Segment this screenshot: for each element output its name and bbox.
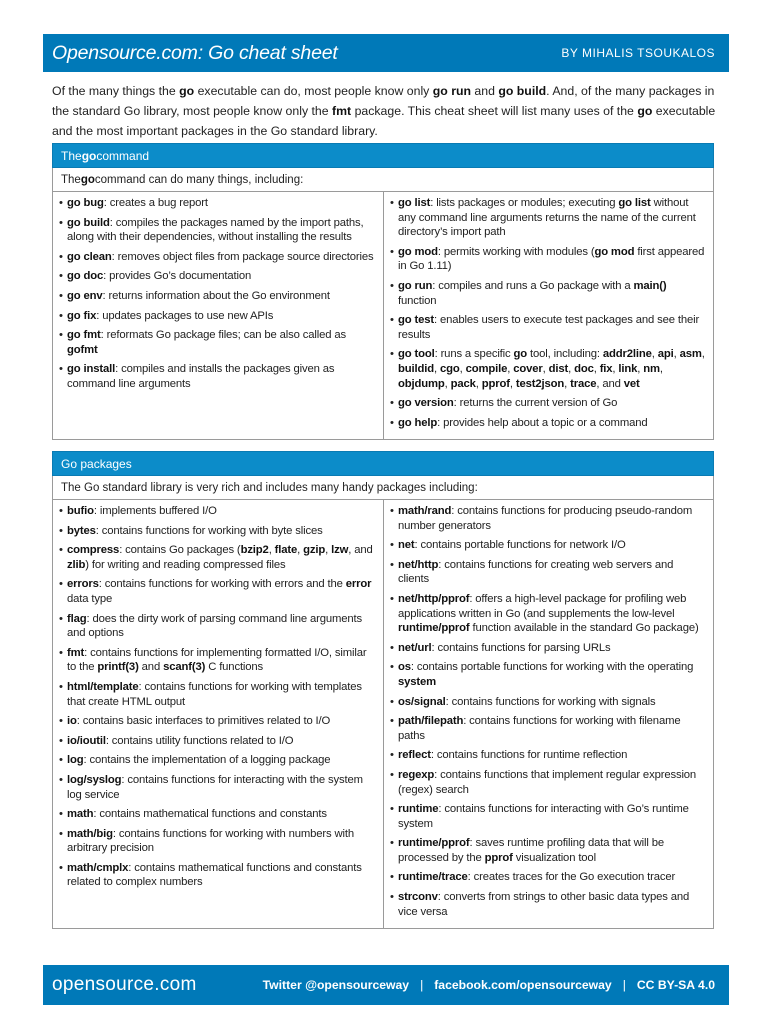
bold-term: go build bbox=[67, 216, 110, 229]
list-item: • go fmt: reformats Go package files; can be also called as gofmt bbox=[59, 328, 377, 357]
go-command-columns bbox=[52, 192, 714, 440]
bold-term: strconv bbox=[398, 891, 438, 904]
list-item: • math: contains mathematical functions and constants bbox=[59, 807, 377, 822]
bold-term: math/cmplx bbox=[67, 861, 129, 874]
go-command-right-column bbox=[383, 192, 713, 439]
list-item: • net/http: contains functions for creating web servers and clients bbox=[390, 558, 707, 587]
bold-term: go version bbox=[398, 397, 454, 410]
list-item: • go list: lists packages or modules; executing go list without any command line arguments returns the name of the current directory’s import path bbox=[390, 196, 707, 240]
bold-term: log/syslog bbox=[67, 773, 122, 786]
bold-term: runtime bbox=[398, 803, 439, 816]
bold-term: io/ioutil bbox=[67, 734, 106, 747]
bold-term: go fmt bbox=[67, 329, 101, 342]
bold-term: bzip2 bbox=[240, 544, 269, 557]
bold-term: cgo bbox=[439, 362, 460, 375]
page-title: Opensource.com: Go cheat sheet bbox=[52, 41, 338, 64]
go-command-left-column bbox=[53, 192, 383, 439]
go-packages-section-title: Go packages bbox=[52, 451, 714, 476]
bold-term: go mod bbox=[594, 245, 635, 258]
bold-term: dist bbox=[548, 362, 569, 375]
page-footer bbox=[43, 965, 729, 1005]
bold-term: trace bbox=[570, 377, 597, 390]
list-item: • go build: compiles the packages named by the import paths, along with their dependencies, without installing the results bbox=[59, 216, 377, 245]
list-item: • html/template: contains functions for working with templates that create HTML output bbox=[59, 680, 377, 709]
bold-term: test2json bbox=[515, 377, 565, 390]
bold-term: asm bbox=[679, 348, 702, 361]
list-item: • strconv: converts from strings to other basic data types and vice versa bbox=[390, 890, 707, 919]
list-item: • os: contains portable functions for working with the operating system bbox=[390, 660, 707, 689]
bold-term: nm bbox=[643, 362, 660, 375]
footer-brand: opensource.com bbox=[52, 974, 197, 995]
bold-term: compress bbox=[67, 544, 120, 557]
list-item: • go fix: updates packages to use new APIs bbox=[59, 309, 377, 324]
bold-term: go build bbox=[498, 84, 547, 98]
list-item: • bytes: contains functions for working with byte slices bbox=[59, 524, 377, 539]
bold-term: gzip bbox=[303, 544, 326, 557]
bold-term: compile bbox=[465, 362, 508, 375]
list-item: • path/filepath: contains functions for working with filename paths bbox=[390, 714, 707, 743]
page-header bbox=[43, 34, 729, 72]
list-item: • go bug: creates a bug report bbox=[59, 196, 377, 211]
bold-term: net/http bbox=[398, 558, 439, 571]
bold-term: flate bbox=[274, 544, 298, 557]
list-item: • go help: provides help about a topic or a command bbox=[390, 416, 707, 431]
list-item: • runtime/pprof: saves runtime profiling data that will be processed by the pprof visualization tool bbox=[390, 836, 707, 865]
list-item: • runtime: contains functions for interacting with Go’s runtime system bbox=[390, 802, 707, 831]
bold-term: lzw bbox=[331, 544, 349, 557]
list-item: • net/http/pprof: offers a high-level package for profiling web applications written in Go (and supplements the low-level runtime/pprof function available in the standard Go package) bbox=[390, 592, 707, 636]
go-packages-section-subtitle: The Go standard library is very rich and includes many handy packages including: bbox=[52, 476, 714, 500]
bold-term: go test bbox=[398, 314, 434, 327]
bold-term: go bbox=[81, 148, 97, 163]
list-item: • log: contains the implementation of a logging package bbox=[59, 753, 377, 768]
bold-term: go bug bbox=[67, 197, 104, 209]
list-item: • errors: contains functions for working with errors and the error data type bbox=[59, 577, 377, 606]
bold-term: go list bbox=[618, 197, 651, 209]
list-item: • regexp: contains functions that implement regular expression (regex) search bbox=[390, 768, 707, 797]
bold-term: objdump bbox=[398, 377, 445, 390]
list-item: • math/cmplx: contains mathematical functions and constants related to complex numbers bbox=[59, 861, 377, 890]
list-item: • go doc: provides Go’s documentation bbox=[59, 269, 377, 284]
go-command-section bbox=[52, 143, 714, 440]
bold-term: go mod bbox=[398, 245, 438, 258]
bold-term: printf(3) bbox=[97, 661, 139, 674]
bold-term: os/signal bbox=[398, 695, 446, 708]
footer-separator: | bbox=[420, 978, 424, 992]
go-packages-left-column bbox=[53, 500, 383, 928]
bold-term: path/filepath bbox=[398, 715, 464, 728]
bold-term: go install bbox=[67, 363, 116, 376]
bold-term: reflect bbox=[398, 749, 431, 762]
bold-term: fmt bbox=[332, 104, 352, 118]
bold-term: api bbox=[657, 348, 674, 361]
bold-term: fmt bbox=[67, 646, 85, 659]
list-item: • go env: returns information about the Go environment bbox=[59, 289, 377, 304]
footer-separator: | bbox=[622, 978, 626, 992]
bold-term: scanf(3) bbox=[163, 661, 206, 674]
bold-term: runtime/pprof bbox=[398, 837, 470, 850]
footer-twitter: Twitter @opensourceway bbox=[262, 978, 410, 992]
bold-term: go tool bbox=[398, 348, 435, 361]
bold-term: math/big bbox=[67, 827, 113, 840]
bold-term: pprof bbox=[481, 377, 510, 390]
bold-term: go run bbox=[398, 279, 433, 292]
bold-term: vet bbox=[623, 377, 640, 390]
footer-links bbox=[263, 978, 715, 992]
bold-term: errors bbox=[67, 578, 99, 591]
bold-term: runtime/pprof bbox=[398, 622, 470, 635]
bold-term: bytes bbox=[67, 524, 96, 537]
list-item: • go run: compiles and runs a Go package with a main() function bbox=[390, 279, 707, 308]
list-item: • go version: returns the current version of Go bbox=[390, 396, 707, 411]
bold-term: go help bbox=[398, 416, 438, 429]
bold-term: go bbox=[80, 173, 95, 186]
bold-term: log bbox=[67, 754, 84, 767]
go-packages-section bbox=[52, 451, 714, 929]
list-item: • reflect: contains functions for runtime reflection bbox=[390, 748, 707, 763]
footer-license: CC BY-SA 4.0 bbox=[636, 978, 715, 992]
bold-term: runtime/trace bbox=[398, 871, 468, 884]
bold-term: net/http/pprof bbox=[398, 592, 470, 605]
bold-term: os bbox=[398, 661, 411, 674]
bold-term: regexp bbox=[398, 768, 435, 781]
bold-term: main() bbox=[633, 279, 667, 292]
bold-term: fix bbox=[599, 362, 613, 375]
bold-term: go run bbox=[432, 84, 471, 98]
list-item: • go tool: runs a specific go tool, including: addr2line, api, asm, buildid, cgo, compile, cover, dist, doc, fix, link, nm, objdump, pack, pprof, test2json, trace, and vet bbox=[390, 347, 707, 391]
go-packages-columns bbox=[52, 500, 714, 929]
bold-term: pack bbox=[450, 377, 476, 390]
list-item: • io/ioutil: contains utility functions related to I/O bbox=[59, 734, 377, 749]
bold-term: go doc bbox=[67, 270, 104, 283]
bold-term: link bbox=[618, 362, 638, 375]
bold-term: go clean bbox=[67, 250, 112, 263]
bold-term: go env bbox=[67, 289, 103, 302]
bold-term: addr2line bbox=[602, 348, 652, 361]
bold-term: error bbox=[345, 578, 372, 591]
list-item: • math/rand: contains functions for producing pseudo-random number generators bbox=[390, 504, 707, 533]
go-packages-right-column bbox=[383, 500, 713, 928]
list-item: • os/signal: contains functions for working with signals bbox=[390, 695, 707, 710]
list-item: • log/syslog: contains functions for interacting with the system log service bbox=[59, 773, 377, 802]
list-item: • go install: compiles and installs the packages given as command line arguments bbox=[59, 362, 377, 391]
bold-term: bufio bbox=[67, 505, 94, 517]
bold-term: flag bbox=[67, 612, 87, 625]
list-item: • math/big: contains functions for working with numbers with arbitrary precision bbox=[59, 827, 377, 856]
go-command-section-subtitle: The go command can do many things, including: bbox=[52, 168, 714, 192]
bold-term: io bbox=[67, 715, 77, 728]
bold-term: html/template bbox=[67, 680, 139, 693]
bold-term: gofmt bbox=[67, 343, 98, 356]
bold-term: net/url bbox=[398, 641, 432, 654]
bold-term: go fix bbox=[67, 309, 97, 322]
list-item: • go clean: removes object files from package source directories bbox=[59, 250, 377, 265]
bold-term: net bbox=[398, 539, 415, 552]
list-item: • go test: enables users to execute test packages and see their results bbox=[390, 313, 707, 342]
bold-term: pprof bbox=[484, 851, 513, 864]
bold-term: zlib bbox=[67, 558, 86, 571]
list-item: • io: contains basic interfaces to primitives related to I/O bbox=[59, 714, 377, 729]
bold-term: go bbox=[513, 348, 528, 361]
bold-term: math/rand bbox=[398, 505, 452, 517]
bold-term: cover bbox=[513, 362, 543, 375]
bold-term: doc bbox=[574, 362, 594, 375]
list-item: • runtime/trace: creates traces for the Go execution tracer bbox=[390, 870, 707, 885]
list-item: • go mod: permits working with modules (go mod first appeared in Go 1.11) bbox=[390, 245, 707, 274]
go-command-section-title: The go command bbox=[52, 143, 714, 168]
list-item: • flag: does the dirty work of parsing command line arguments and options bbox=[59, 612, 377, 641]
bold-term: go list bbox=[398, 197, 431, 209]
bold-term: go bbox=[179, 84, 195, 98]
bold-term: math bbox=[67, 808, 94, 821]
list-item: • compress: contains Go packages (bzip2, flate, gzip, lzw, and zlib) for writing and reading compressed files bbox=[59, 543, 377, 572]
author-byline: BY MIHALIS TSOUKALOS bbox=[561, 46, 715, 60]
bold-term: system bbox=[398, 675, 437, 688]
bold-term: go bbox=[637, 104, 653, 118]
bold-term: buildid bbox=[398, 362, 434, 375]
list-item: • fmt: contains functions for implementing formatted I/O, similar to the printf(3) and scanf(3) C functions bbox=[59, 646, 377, 675]
list-item: • net/url: contains functions for parsing URLs bbox=[390, 641, 707, 656]
footer-facebook: facebook.com/opensourceway bbox=[434, 978, 612, 992]
list-item: • bufio: implements buffered I/O bbox=[59, 504, 377, 519]
intro-paragraph: Of the many things the go executable can do, most people know only go run and go build. And, of the many packages in the standard Go library, most people know only the fmt package. This cheat sheet will list many uses of the go executable and the most important packages in the Go standard library. bbox=[52, 84, 716, 138]
list-item: • net: contains portable functions for network I/O bbox=[390, 538, 707, 553]
